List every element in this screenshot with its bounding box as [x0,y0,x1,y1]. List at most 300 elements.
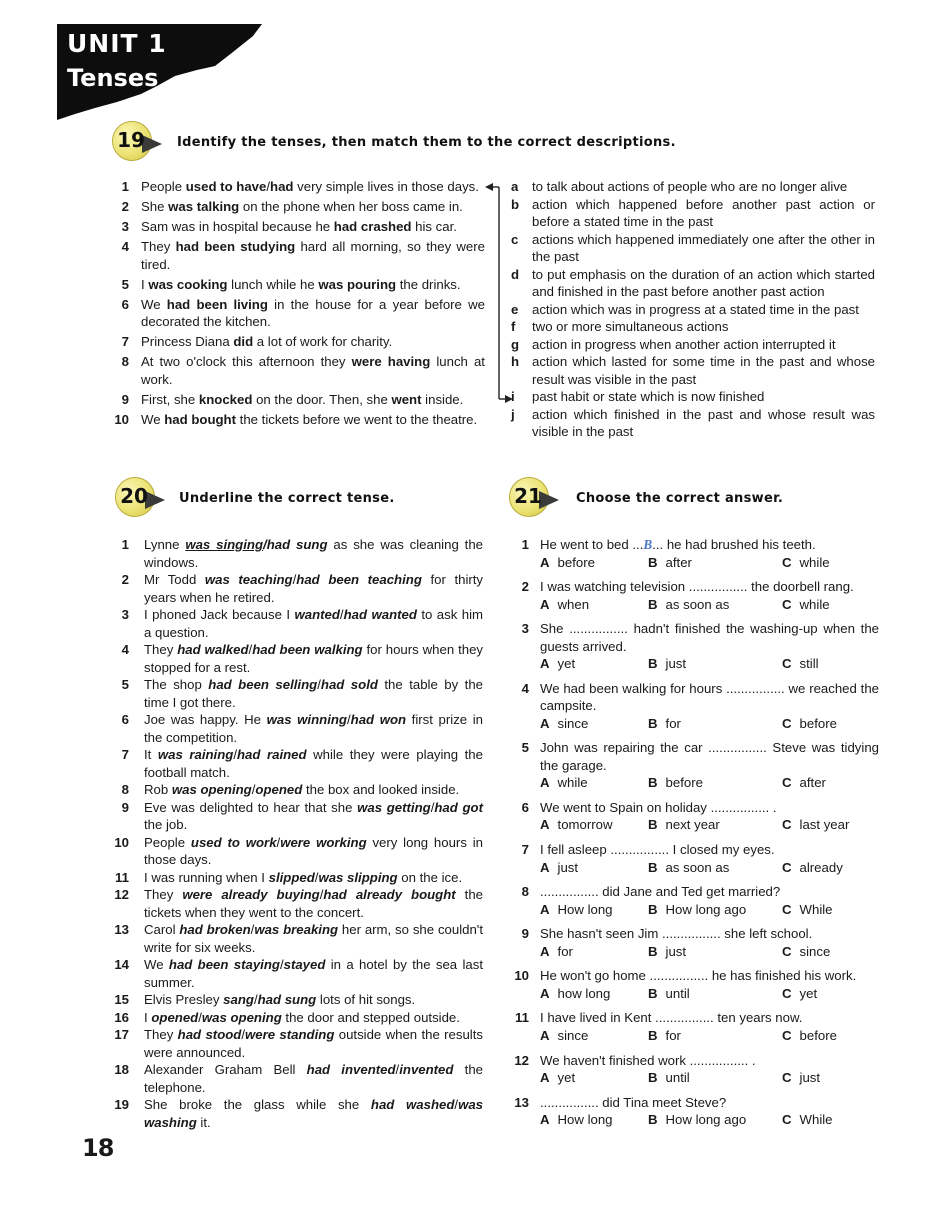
description-item [511,353,875,388]
option-letter: A [540,1112,550,1128]
tense-verb: opened [151,1009,199,1025]
sentence-text: / [198,1009,202,1025]
handwritten-answer: B [643,537,653,552]
tense-verb: had bought [164,411,236,427]
tense-verb: had been selling [208,677,318,692]
option-b [648,1069,690,1087]
description-item [511,196,875,231]
sentence-text: / [319,887,324,902]
option-c [782,1027,837,1045]
sentence-text: while they were playing the football match. [144,747,483,780]
description-text: action which happened before another past action or before a stated time in the past [532,196,875,229]
sentence [144,572,483,605]
option-letter: B [648,775,658,791]
option-text: just [665,656,687,672]
question-text: She hasn't seen Jim ................ she left school. [540,926,813,942]
description-text: action which lasted for some time in the past and whose result was visible in the past [532,354,875,387]
option-text: yet [799,985,818,1001]
sentence-text: Sam was in hospital because he [141,219,334,234]
item-number: 6 [121,296,129,312]
question-item [511,1052,879,1088]
option-a [540,774,588,792]
option-a [540,859,578,877]
option-text: How long [557,901,613,917]
sentence [144,712,483,745]
sentence-text: She broke the glass while she [144,1097,371,1112]
exercise-item [113,781,483,799]
sentence-text: / [430,799,435,815]
description-text: actions which happened immediately one after the other in the past [532,231,875,264]
description-item [511,318,875,336]
item-number: 19 [114,1097,129,1112]
option-a [540,1069,575,1087]
option-text: yet [557,1070,576,1086]
option-text: when [557,596,590,612]
sentence [144,870,462,885]
answer-options [540,816,879,834]
option-c [782,596,830,614]
item-letter: b [511,196,520,212]
item-number: 16 [114,1009,129,1025]
option-a [540,596,589,614]
description-item [511,178,875,196]
option-text: How long [557,1112,613,1128]
item-letter: i [511,389,515,404]
item-number: 13 [514,1094,529,1110]
item-number: 7 [521,842,529,858]
option-letter: B [648,656,658,672]
option-b [648,985,690,1003]
sentence-text: the tickets before we went to the theatre. [236,411,478,427]
sentence [144,922,483,955]
option-letter: B [648,817,658,833]
item-letter: g [511,336,520,352]
option-text: How long ago [665,1112,747,1128]
description-item [511,301,875,319]
option-letter: A [540,817,550,833]
item-letter: h [511,354,520,369]
question-item [511,739,879,792]
tense-verb: had [270,179,294,194]
option-text: for [665,1027,681,1043]
sentence-text: it. [196,1114,211,1130]
answer-options [540,596,879,614]
option-letter: C [782,985,792,1001]
question-text: She ................ hadn't finished the washing-up when the guests arrived. [540,621,879,654]
tense-verb: had been living [166,296,268,312]
question-text: I fell asleep ................ I closed my eyes. [540,842,775,858]
item-number: 15 [114,992,129,1007]
item-number: 1 [521,537,529,552]
tense-verb: sang [223,992,254,1007]
sentence-text: / [250,922,255,937]
sentence-text: as she was cleaning the windows. [144,537,483,570]
item-number: 5 [521,740,529,756]
option-text: before [799,715,837,731]
answer-options [540,1027,879,1045]
tense-verb: was opening [171,782,252,797]
description-text: to talk about actions of people who are no longer alive [532,179,848,194]
sentence-text: to ask him a question. [144,607,483,640]
option-letter: B [648,596,658,612]
sentence [141,199,463,214]
option-text: While [799,1112,833,1128]
sentence-text: Rob [144,782,172,797]
option-letter: B [648,1070,658,1086]
tense-verb: had rained [236,747,307,762]
sentence [144,957,483,990]
option-letter: C [782,1112,792,1128]
sentence [141,334,392,349]
sentence-text: Princess Diana [141,334,234,349]
item-number: 9 [521,926,529,942]
item-letter: a [511,179,519,194]
tense-verb: was cooking [148,276,228,292]
question-item [511,620,879,673]
item-number: 5 [121,677,129,692]
option-a [540,1027,588,1045]
sentence [141,354,485,387]
exercise-19-badge [112,121,166,161]
option-c [782,1111,833,1129]
sentence [144,747,483,780]
item-number: 4 [121,239,129,254]
sentence [141,239,485,272]
question-item [511,1094,879,1130]
sentence-text: I phoned Jack because I [144,607,295,622]
item-number: 14 [114,957,129,972]
option-text: while [799,596,830,612]
sentence-text: I [141,276,149,292]
option-text: until [665,985,690,1001]
question-part: ... he had brushed his teeth. [652,537,816,552]
option-letter: A [540,901,550,917]
question-item [511,680,879,733]
option-text: as soon as [665,859,730,875]
option-a [540,816,613,834]
exercise-item [113,536,483,571]
sentence-text: They [144,1027,178,1042]
sentence-text: They [141,239,176,254]
question-part: He went to bed ... [540,537,644,552]
item-number: 2 [121,572,129,587]
question-item [511,883,879,919]
item-number: 10 [114,834,129,850]
sentence-text: first prize in the competition. [144,712,483,745]
description-item [511,231,875,266]
item-number: 10 [114,411,129,427]
tense-verb: had already bought [323,887,456,902]
exercise-item [113,834,483,869]
option-c [782,901,833,919]
description-text: to put emphasis on the duration of an action which started and finished in the past before another past action [532,266,875,299]
unit-title: Tenses [67,64,159,92]
exercise-item [113,921,483,956]
exercise-item [113,1026,483,1061]
question-item [511,967,879,1003]
option-b [648,554,692,572]
sentence-text: Joe was happy. He [144,712,267,727]
description-item [511,266,875,301]
option-c [782,816,849,834]
option-b [648,943,686,961]
option-letter: A [540,859,550,875]
sentence-text: lots of hit songs. [316,992,416,1007]
tense-verb: were having [351,354,431,369]
tense-verb: was breaking [254,922,339,937]
sentence-text: / [233,747,237,762]
option-c [782,655,819,673]
sentence-text: the job. [144,817,188,832]
option-b [648,596,729,614]
option-letter: C [782,775,792,791]
sentence-item [113,296,485,331]
option-a [540,554,595,572]
question-item [511,799,879,835]
sentence-text: We [141,296,167,312]
exercise-item [113,606,483,641]
sentence-text: / [241,1027,246,1042]
sentence-text: for hours when they stopped for a rest. [144,642,483,675]
tense-verb: had been studying [175,239,296,254]
item-number: 2 [121,199,129,214]
option-letter: C [782,943,792,959]
option-letter: A [540,554,550,570]
sentence-text: her arm, so she couldn't write for six weeks. [144,922,483,955]
tense-verb: was slipping [318,869,398,885]
option-letter: C [782,901,792,917]
description-text: two or more simultaneous actions [532,319,729,334]
sentence-item [113,353,485,388]
sentence-text: the telephone. [144,1062,483,1095]
question-item [511,536,879,572]
option-b [648,1027,681,1045]
item-number: 4 [121,642,129,657]
exercise-item [113,991,483,1009]
option-text: last year [799,817,850,833]
sentence-text: his car. [411,219,457,234]
sentence-text: We [141,411,165,427]
option-letter: C [782,859,792,875]
sentence-text: They [144,642,178,657]
answer-options [540,943,879,961]
tense-verb: had got [434,799,483,815]
exercise-21-badge [509,477,563,517]
item-number: 12 [114,887,129,902]
option-text: after [665,554,692,570]
answer-options [540,774,879,792]
page-number: 18 [82,1134,114,1162]
option-text: before [557,554,595,570]
sentence [144,1097,483,1130]
option-b [648,655,686,673]
exercise-19-sentences [113,178,485,431]
option-letter: A [540,1027,550,1043]
tense-verb: was opening [201,1009,282,1025]
sentence-text: / [454,1097,459,1112]
sentence [144,677,483,710]
item-number: 3 [121,607,129,622]
tense-verb: had crashed [333,219,412,234]
sentence-item [113,391,485,409]
question-text [540,536,879,554]
option-text: before [665,775,703,791]
sentence [144,887,483,920]
question-text: I have lived in Kent ................ ten years now. [540,1010,803,1026]
option-letter: B [648,859,658,875]
description-item [511,336,875,354]
option-text: since [557,715,589,731]
sentence [144,835,483,868]
sentence-text: the drinks. [396,276,461,292]
sentence-text: very simple lives in those days. [293,179,479,194]
tense-verb: were already buying [182,887,320,902]
item-number: 6 [121,712,129,727]
tense-verb: was raining [157,747,234,762]
item-number: 18 [114,1062,129,1077]
item-number: 9 [121,799,129,815]
option-letter: B [648,985,658,1001]
sentence-text: the box and looked inside. [302,782,460,797]
question-text: I was watching television ................ the doorbell rang. [540,579,854,595]
option-a [540,901,613,919]
exercise-item [113,571,483,606]
answer-options [540,1111,879,1129]
option-c [782,554,830,572]
option-b [648,715,681,733]
tense-verb: slipped [268,869,315,885]
exercise-item [113,1096,483,1131]
option-letter: B [648,1112,658,1128]
option-letter: C [782,596,792,612]
tense-verb: had been teaching [296,572,422,587]
sentence-text: lunch while he [227,276,319,292]
sentence-text: Carol [144,922,180,937]
option-c [782,715,837,733]
answer-options [540,859,879,877]
option-text: already [799,859,843,875]
option-text: just [799,1070,821,1086]
question-text: We had been walking for hours ................ we reached the campsite. [540,680,879,714]
item-number: 7 [121,334,129,349]
sentence-text: They [144,887,183,902]
option-letter: A [540,596,550,612]
tense-verb: wanted [294,607,340,622]
option-letter: A [540,775,550,791]
exercise-20-items [113,536,483,1131]
item-number: 8 [121,782,129,797]
question-item [511,925,879,961]
option-letter: C [782,554,792,570]
item-number: 3 [121,219,129,234]
exercise-item [113,746,483,781]
tense-verb: did [233,334,254,349]
option-letter: A [540,943,550,959]
sentence-text: She [141,199,169,214]
tense-verb: used to work [190,834,277,850]
tense-verb: had washed [370,1097,455,1112]
item-number: 12 [514,1052,529,1068]
item-number: 8 [121,354,129,369]
option-text: tomorrow [557,817,613,833]
sentence-item [113,218,485,236]
option-text: still [799,656,819,672]
sentence-text: / [339,607,344,622]
exercise-item [113,956,483,991]
option-text: while [557,775,588,791]
option-b [648,859,729,877]
sentence-text: outside when the results were announced. [144,1027,483,1060]
sentence [141,219,457,234]
tense-verb: had sold [320,677,378,692]
sentence-text: / [314,869,319,885]
sentence [144,992,415,1007]
question-item [511,841,879,877]
option-letter: A [540,1070,550,1086]
sentence-text: People [141,179,186,194]
exercise-item [113,1061,483,1096]
option-letter: B [648,554,658,570]
item-number: 4 [521,680,529,696]
answer-options [540,554,879,572]
item-number: 10 [514,968,529,984]
tense-verb: had sung [266,537,328,552]
sentence-text: First, she [141,391,199,407]
option-letter: A [540,985,550,1001]
sentence [144,607,483,640]
option-text: since [799,943,831,959]
sentence-text: / [317,677,321,692]
question-text: We went to Spain on holiday ................ . [540,799,777,815]
sentence-text: People [144,834,191,850]
option-letter: B [648,901,658,917]
option-letter: A [540,656,550,672]
option-text: how long [557,985,611,1001]
sentence-text: lunch at work. [141,354,485,387]
option-a [540,1111,613,1129]
tense-verb: invented [399,1062,454,1077]
option-text: since [557,1027,589,1043]
sentence-text: Alexander Graham Bell [144,1062,307,1077]
tense-verb: stayed [283,957,326,972]
underlined-answer: was singing [185,537,264,552]
exercise-item [113,1009,483,1027]
sentence [144,537,483,570]
item-number: 11 [115,869,129,885]
option-letter: C [782,715,792,731]
question-text: He won't go home ................ he has finished his work. [540,968,857,984]
option-letter: A [540,715,550,731]
tense-verb: / [263,537,267,552]
sentence-text: the door and stepped outside. [281,1009,460,1025]
option-b [648,1111,746,1129]
sentence [144,1027,483,1060]
sentence-text: I was running when I [144,869,269,885]
sentence-text: / [276,834,281,850]
option-c [782,774,826,792]
sentence-text: Lynne [144,537,186,552]
description-text: past habit or state which is now finished [532,389,765,404]
option-b [648,816,720,834]
option-a [540,943,573,961]
sentence [144,800,483,833]
tense-verb: had won [350,712,407,727]
sentence-text: / [395,1062,400,1077]
option-text: just [665,943,687,959]
sentence-text: The shop [144,677,209,692]
tense-verb: had invented [306,1062,396,1077]
item-number: 1 [121,537,129,552]
